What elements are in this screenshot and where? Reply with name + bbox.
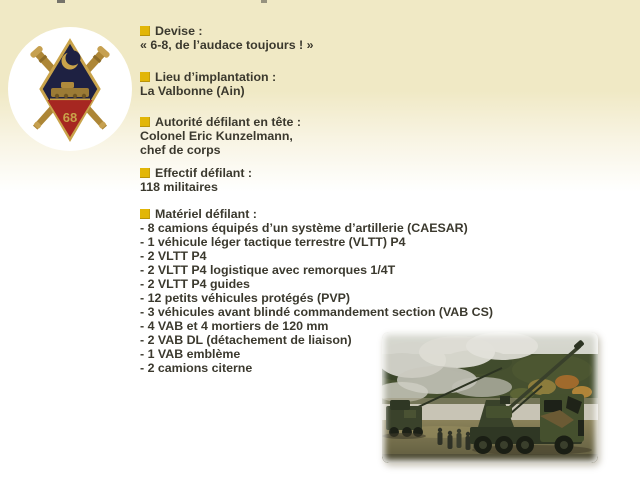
- section-autorite: [140, 115, 618, 157]
- cropped-text-remnant: [261, 0, 267, 3]
- section-label: Devise :: [155, 24, 203, 38]
- section-devise: [140, 24, 618, 52]
- materiel-item: - 3 véhicules avant blindé commandement section (VAB CS): [140, 305, 493, 319]
- info-column: [140, 24, 618, 375]
- materiel-item: - 1 VAB emblème: [140, 347, 241, 361]
- photo-graphic: [382, 332, 598, 463]
- section-text: La Valbonne (Ain): [140, 84, 245, 98]
- square-bullet-icon: [140, 26, 150, 36]
- regiment-emblem: [6, 25, 134, 153]
- materiel-item: - 2 VLTT P4 logistique avec remorques 1/4T: [140, 263, 396, 277]
- section-text: Colonel Eric Kunzelmann,: [140, 129, 293, 143]
- materiel-item: - 8 camions équipés d’un système d’artillerie (CAESAR): [140, 221, 468, 235]
- section-text: 118 militaires: [140, 180, 218, 194]
- square-bullet-icon: [140, 168, 150, 178]
- section-text: chef de corps: [140, 143, 221, 157]
- section-lieu: [140, 70, 618, 98]
- materiel-item: - 2 VLTT P4: [140, 249, 207, 263]
- materiel-item: - 1 véhicule léger tactique terrestre (VLTT) P4: [140, 235, 406, 249]
- emblem-number: 68: [62, 110, 78, 125]
- materiel-item: - 12 petits véhicules protégés (PVP): [140, 291, 351, 305]
- cropped-text-remnant: [57, 0, 65, 3]
- section-label: Autorité défilant en tête :: [155, 115, 301, 129]
- materiel-item: - 4 VAB et 4 mortiers de 120 mm: [140, 319, 329, 333]
- square-bullet-icon: [140, 209, 150, 219]
- section-effectif: [140, 166, 618, 194]
- materiel-item: - 2 VAB DL (détachement de liaison): [140, 333, 352, 347]
- section-text: « 6-8, de l’audace toujours ! »: [140, 38, 314, 52]
- photo-cab: [540, 394, 584, 442]
- section-label: Effectif défilant :: [155, 166, 253, 180]
- materiel-item: - 2 camions citerne: [140, 361, 253, 375]
- section-label: Matériel défilant :: [155, 207, 257, 221]
- section-label: Lieu d’implantation :: [155, 70, 277, 84]
- square-bullet-icon: [140, 117, 150, 127]
- caesar-howitzer-photo: [382, 332, 598, 463]
- square-bullet-icon: [140, 72, 150, 82]
- materiel-item: - 2 VLTT P4 guides: [140, 277, 250, 291]
- emblem-graphic: [6, 25, 134, 153]
